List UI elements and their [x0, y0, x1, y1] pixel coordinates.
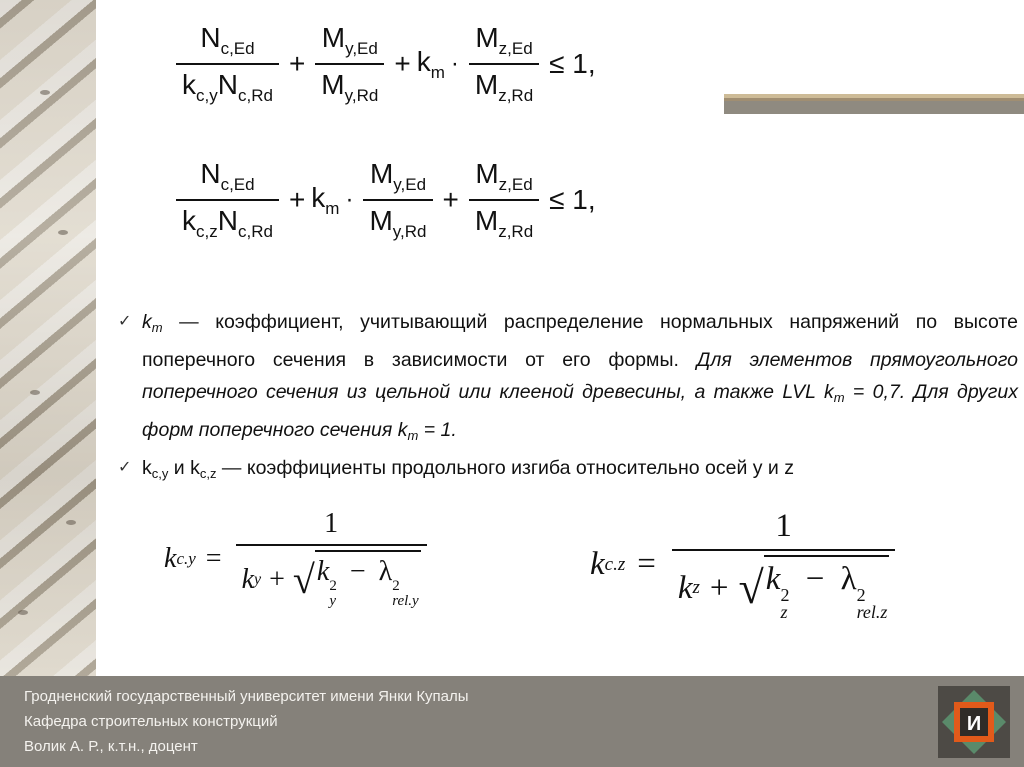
fraction-n-over-kn: $\frac{N_{c,Ed}}{k_{c,z}N_{c,Rd}}$ [176, 158, 279, 242]
inequality-sign: ≤ 1, [549, 184, 596, 215]
footer-university: Гродненский государственный университет имени Янки Купалы [24, 688, 469, 705]
kcy-formula: k c.y = 1 k y + √ k 2 y − λ 2 rel.y [164, 508, 431, 609]
inequality-sign: ≤ 1, [549, 48, 596, 79]
km-symbol: $k_m$ [311, 181, 340, 218]
fraction-n-over-kn: $\frac{N_{c,Ed}}{k_{c,y}N_{c,Rd}}$ [176, 22, 279, 106]
university-logo [938, 686, 1010, 758]
bullet-kc: ✓ $k_{c,y}$ и $k_{c,z}$ — коэффициенты продольного изгиба относительно осей y и z [118, 452, 1018, 490]
footer-author: Волик А. Р., к.т.н., доцент [24, 738, 198, 755]
sqrt-icon: √ [292, 556, 315, 602]
fraction-my: $\frac{M_{y,Ed}}{M_{y,Rd}}$ [315, 22, 384, 106]
check-icon: ✓ [118, 459, 132, 476]
check-icon: ✓ [118, 313, 132, 330]
sqrt-icon: √ [738, 562, 764, 613]
fraction-mz: $\frac{M_{z,Ed}}{M_{z,Rd}}$ [469, 22, 539, 106]
footer-department: Кафедра строительных конструкций [24, 713, 278, 730]
fraction-my: $\frac{M_{y,Ed}}{M_{y,Rd}}$ [363, 158, 432, 242]
kcz-formula: k c.z = 1 k z + √ k 2 z − λ 2 rel.z [590, 508, 899, 621]
interaction-formula-1: $\frac{N_{c,Ed}}{k_{c,y}N_{c,Rd}}$ + $\frac{M_{y,Ed}}{M_{y,Rd}}$ + $k_m$ · $\frac{M_{z,Ed}}{M_{z,Rd}}$ ≤ 1, [172, 22, 602, 106]
km-symbol: $k_m$ [416, 45, 445, 82]
footer [0, 676, 1024, 767]
fraction-mz: $\frac{M_{z,Ed}}{M_{z,Rd}}$ [469, 158, 539, 242]
interaction-formula-2: $\frac{N_{c,Ed}}{k_{c,z}N_{c,Rd}}$ + $k_m$ · $\frac{M_{y,Ed}}{M_{y,Rd}}$ + $\frac{M_{z,Ed}}{M_{z,Rd}}$ ≤ 1, [172, 158, 602, 242]
svg-text:И: И [966, 713, 982, 735]
decorative-bar [724, 94, 1024, 114]
background-photo [0, 0, 96, 676]
definitions-list [118, 306, 1018, 490]
bullet-km: ✓ $k_m$ — коэффициент, учитывающий распределение нормальных напряжений по высоте поперечного сечения в зависимости от его формы. Для элементов прямоугольного поперечного сечения из цельной или клееной древесины, а также LVL $k_m = 0,7$. Для других форм поперечного сечения $k_m = 1$. [118, 306, 1018, 452]
